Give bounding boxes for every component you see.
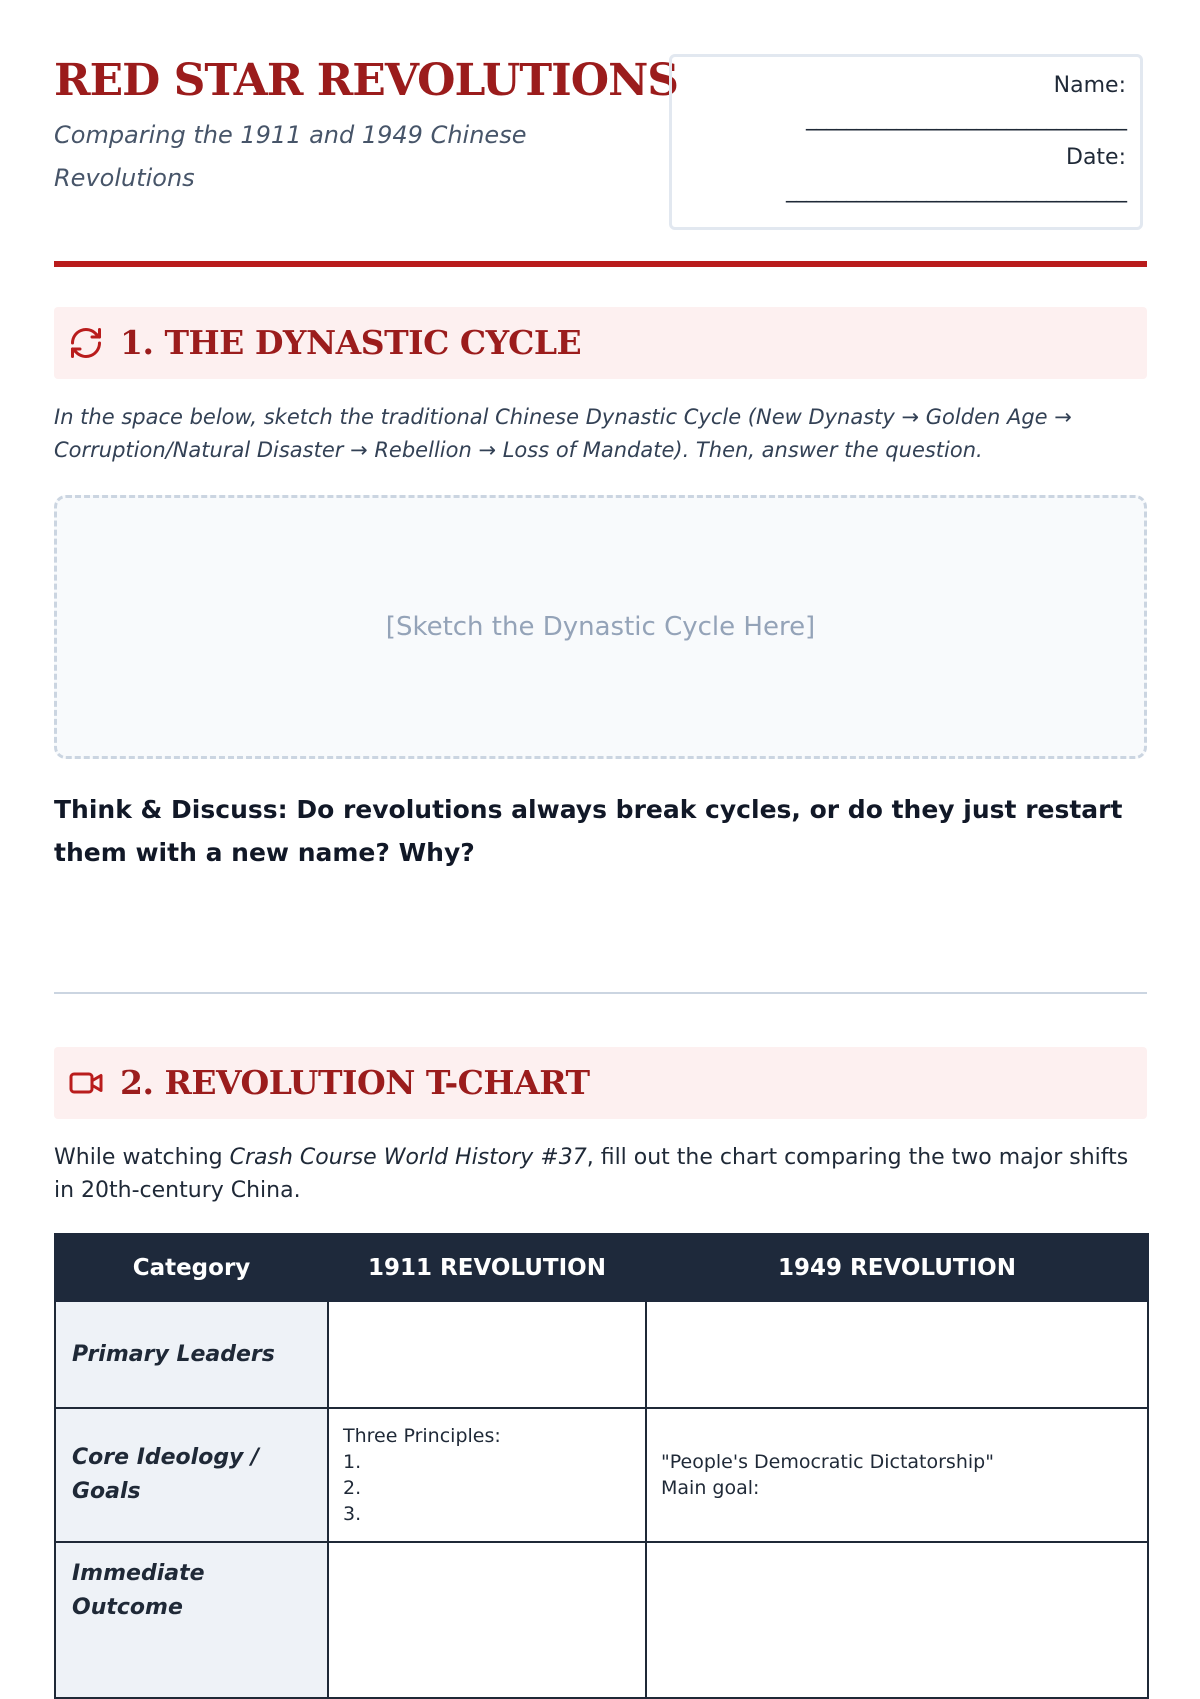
name-label: Name: bbox=[1053, 73, 1126, 98]
section-1-title: 1. THE DYNASTIC CYCLE bbox=[120, 323, 582, 362]
sketch-area[interactable] bbox=[54, 495, 1147, 759]
video-camera-icon bbox=[68, 1065, 104, 1101]
cell-1911-leaders[interactable] bbox=[328, 1301, 646, 1408]
row-category-ideology: Core Ideology / Goals bbox=[55, 1408, 328, 1542]
cell-1949-leaders[interactable] bbox=[646, 1301, 1148, 1408]
cell-text-line: 1. bbox=[343, 1451, 362, 1473]
name-blank[interactable]: ________________________________ bbox=[806, 106, 1126, 131]
name-date-box bbox=[669, 54, 1143, 230]
column-header-1949: 1949 REVOLUTION bbox=[646, 1234, 1148, 1301]
date-label: Date: bbox=[1066, 145, 1126, 170]
column-header-category: Category bbox=[55, 1234, 328, 1301]
section-2-title: 2. REVOLUTION T-CHART bbox=[120, 1063, 590, 1102]
row-category-leaders: Primary Leaders bbox=[55, 1301, 328, 1408]
row-category-outcome: Immediate Outcome bbox=[55, 1542, 328, 1698]
table-header-row bbox=[55, 1234, 1148, 1301]
section-1-header bbox=[54, 307, 1147, 379]
cell-text-line: 2. bbox=[343, 1477, 362, 1499]
worksheet-header bbox=[54, 52, 1147, 232]
intro-text-end: , fill out the chart comparing the two major shifts in 20th-century China. bbox=[54, 1145, 1129, 1203]
discussion-question: Think & Discuss: Do revolutions always break cycles, or do they just restart them with a new name? Why? bbox=[54, 795, 1123, 867]
cell-text-line: Main goal: bbox=[661, 1477, 760, 1499]
sketch-placeholder: [Sketch the Dynastic Cycle Here] bbox=[385, 612, 816, 642]
table-row bbox=[55, 1301, 1148, 1408]
cell-1911-outcome[interactable] bbox=[328, 1542, 646, 1698]
column-header-1911: 1911 REVOLUTION bbox=[328, 1234, 646, 1301]
section-divider bbox=[54, 992, 1147, 994]
refresh-icon bbox=[68, 325, 104, 361]
cell-1949-ideology[interactable] bbox=[646, 1408, 1148, 1542]
section-2-header bbox=[54, 1047, 1147, 1119]
section-1-instructions: In the space below, sketch the traditional Chinese Dynastic Cycle (New Dynasty → Golden Age → Corruption/Natural Disaster → Rebellion → Loss of Mandate). Then, answer the question. bbox=[54, 405, 1072, 462]
section-2-intro bbox=[54, 1141, 1147, 1207]
video-title: Crash Course World History #37 bbox=[229, 1145, 587, 1170]
header-divider bbox=[54, 261, 1147, 267]
table-row bbox=[55, 1408, 1148, 1542]
intro-text-start: While watching bbox=[54, 1145, 230, 1170]
revolution-t-chart bbox=[54, 1233, 1149, 1699]
cell-1949-outcome[interactable] bbox=[646, 1542, 1148, 1698]
page-title: RED STAR REVOLUTIONS bbox=[54, 55, 679, 106]
table-row bbox=[55, 1542, 1148, 1698]
cell-text-line: 3. bbox=[343, 1503, 362, 1525]
cell-text-line: Three Principles: bbox=[343, 1425, 501, 1447]
cell-text-line: "People's Democratic Dictatorship" bbox=[661, 1451, 994, 1473]
page-subtitle: Comparing the 1911 and 1949 Chinese Revolutions bbox=[54, 121, 527, 192]
cell-1911-ideology[interactable] bbox=[328, 1408, 646, 1542]
date-blank[interactable]: __________________________________ bbox=[786, 178, 1126, 203]
